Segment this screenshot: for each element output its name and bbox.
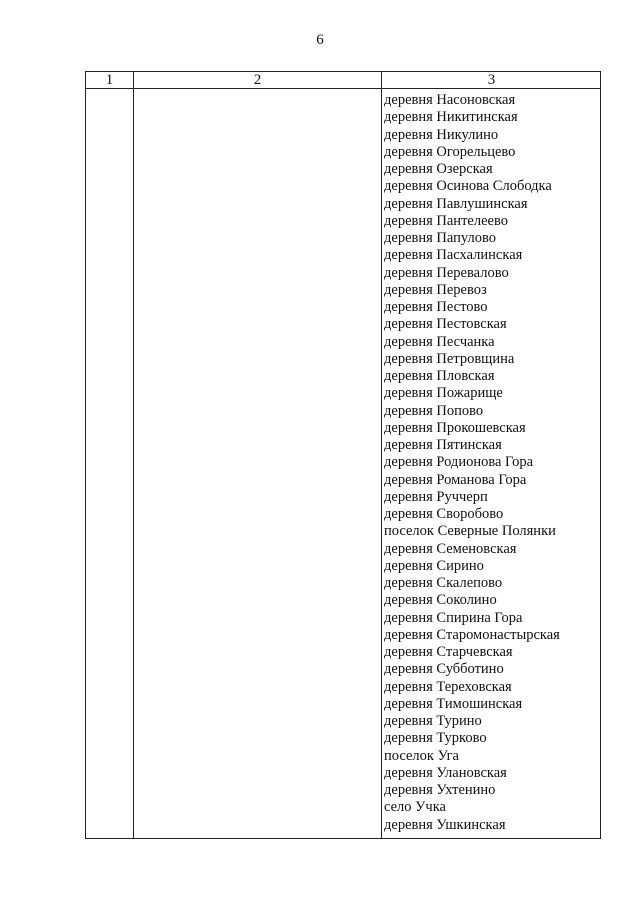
list-item: деревня Улановская	[384, 764, 507, 781]
list-item: деревня Сирино	[384, 557, 484, 574]
list-item: деревня Скалепово	[384, 575, 503, 591]
settlement-list	[384, 92, 560, 834]
list-item: деревня Родионова Гора	[384, 454, 534, 471]
list-item: деревня Спирина Гора	[384, 609, 523, 626]
list-item: село Учка	[384, 799, 446, 816]
list-item: деревня Прокошевская	[384, 419, 526, 436]
list-item: деревня Папулово	[384, 230, 496, 246]
list-item: деревня Старомонастырская	[384, 626, 560, 643]
column-divider-2	[381, 72, 382, 838]
list-item: деревня Тереховская	[384, 678, 512, 695]
list-item: деревня Романова Гора	[384, 471, 527, 488]
list-item: деревня Огорельцево	[384, 143, 516, 160]
list-item: деревня Осинова Слободка	[384, 178, 552, 195]
list-item: деревня Петровщина	[384, 350, 515, 367]
list-item: деревня Перевоз	[384, 281, 487, 298]
header-cell-1: 1	[105, 72, 114, 88]
list-item: деревня Пестово	[384, 299, 488, 315]
list-item: деревня Турково	[384, 730, 487, 747]
list-item: деревня Тимошинская	[384, 695, 523, 712]
list-item: деревня Пожарище	[384, 385, 503, 402]
list-item: деревня Старчевская	[384, 644, 513, 660]
column-divider-1	[133, 72, 134, 838]
list-item: поселок Уга	[384, 747, 459, 764]
header-cell-2: 2	[253, 72, 262, 88]
list-item: деревня Никулино	[384, 126, 499, 143]
list-item: деревня Попово	[384, 402, 484, 419]
list-item: деревня Песчанка	[384, 333, 495, 350]
list-item: деревня Турино	[384, 713, 482, 729]
list-item: деревня Никитинская	[384, 109, 518, 126]
list-item: деревня Ухтенино	[384, 782, 496, 798]
list-item: деревня Ушкинская	[384, 816, 506, 833]
list-item: деревня Перевалово	[384, 264, 509, 281]
page-number: 6	[316, 32, 324, 48]
list-item: деревня Пятинская	[384, 437, 502, 453]
table-header-row	[86, 72, 600, 89]
list-item: деревня Насоновская	[384, 92, 516, 108]
list-item: деревня Руччерп	[384, 488, 488, 505]
list-item: деревня Пасхалинская	[384, 247, 523, 264]
list-item: деревня Павлушинская	[384, 195, 528, 212]
list-item: деревня Пловская	[384, 368, 495, 384]
list-item: деревня Субботино	[384, 661, 504, 678]
list-item: деревня Озерская	[384, 161, 493, 177]
header-cell-3: 3	[487, 72, 496, 88]
list-item: деревня Соколино	[384, 592, 497, 609]
list-item: деревня Своробово	[384, 506, 504, 522]
list-item: поселок Северные Полянки	[384, 523, 556, 540]
list-item: деревня Семеновская	[384, 540, 517, 557]
list-item: деревня Пестовская	[384, 316, 507, 333]
list-item: деревня Пантелеево	[384, 212, 508, 229]
